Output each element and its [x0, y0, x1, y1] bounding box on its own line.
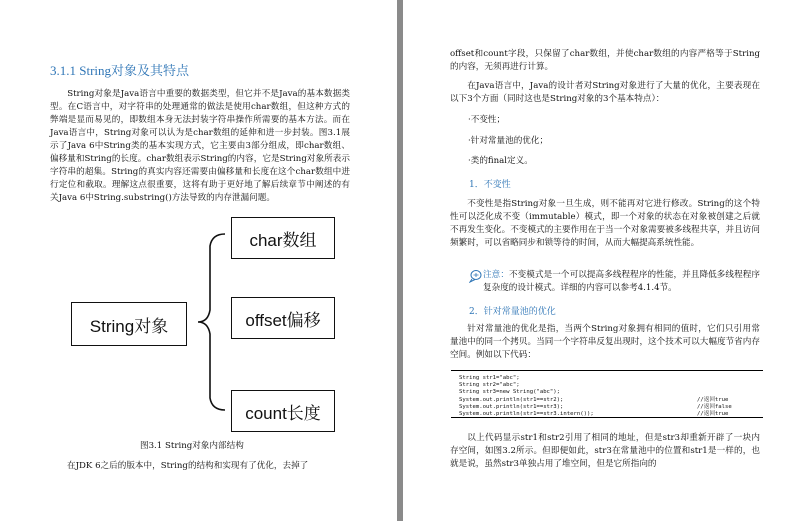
immutability-paragraph: 不变性是指String对象一旦生成，则不能再对它进行修改。String的这个特性可以泛化成不变（immutable）模式，即一个对象的状态在对象被创建之后就不再发生变化。不变模式的主要作用在于当一个对象需要被多线程共享，并且访问频繁时，可以省略同步和锁等待的时间，从而大幅提高系统性能。 — [450, 199, 760, 248]
constant-pool-paragraph: 针对常量池的优化是指，当两个String对象拥有相同的值时，它们只引用常量池中的同一个拷贝。当同一个字符串反复出现时，这个技术可以大幅度节省内存空间。例如以下代码： — [450, 324, 760, 360]
diagram-child-box — [231, 390, 335, 432]
note-paragraph — [483, 269, 760, 295]
note-text: 不变模式是一个可以提高多线程程序的性能，并且降低多线程程序复杂度的设计模式。详细的内容可以参考4.1.4节。 — [483, 270, 760, 293]
code-line: String str1="abc"; — [459, 375, 520, 381]
code-line: String str2="abc"; — [459, 382, 520, 389]
section-title: 3.1.1 String对象及其特点 — [50, 63, 190, 78]
bottom-paragraph: 在JDK 6之后的版本中，String的结构和实现有了优化，去掉了 — [67, 461, 309, 471]
diagram-child-box — [231, 297, 335, 339]
diagram-child-label: offset偏移 — [245, 310, 321, 330]
code-block — [451, 370, 763, 418]
diagram-child-label: count长度 — [245, 403, 321, 423]
continued-paragraph: offset和count字段，只保留了char数组，并使char数组的内容严格等于String的内容，无须再进行计算。 — [450, 49, 760, 72]
code-line: String str3=new String("abc"); — [459, 389, 561, 396]
note-icon — [469, 269, 483, 283]
feature-item: ·类的final定义。 — [468, 156, 533, 166]
diagram-child-box — [231, 217, 335, 259]
diagram-child-label: char数组 — [249, 230, 317, 250]
brace-shape — [198, 234, 225, 410]
optimization-paragraph: 在Java语言中，Java的设计者对String对象进行了大量的优化，主要表现在以下3个方面（同时这也是String对象的3个基本特点）： — [450, 81, 760, 104]
diagram-root-label: String对象 — [89, 316, 169, 336]
feature-item: ·不变性； — [468, 115, 506, 125]
right-page — [403, 0, 804, 521]
note-label: 注意： — [483, 270, 509, 280]
left-page — [0, 0, 397, 521]
diagram-root-box — [71, 302, 187, 346]
subheading-constant-pool: 2．针对常量池的优化 — [469, 307, 556, 317]
subheading-immutability: 1．不变性 — [469, 180, 511, 190]
code-line: System.out.println(str1==str2); //返回true — [459, 396, 729, 403]
feature-item: ·针对常量池的优化； — [468, 136, 549, 146]
code-explanation-paragraph: 以上代码显示str1和str2引用了相同的地址，但是str3却重新开辟了一块内存空间，如图3.2所示。但即便如此，str3在常量池中的位置和str1是一样的，也就是说，虽然str3单独占用了堆空间，但是它所指向的 — [450, 433, 760, 469]
code-line: System.out.println(str1==str3); //返回false — [459, 403, 732, 410]
code-line: System.out.println(str1==str3.intern()); //返回true — [459, 411, 729, 418]
figure-caption: 图3.1 String对象内部结构 — [140, 441, 244, 451]
intro-paragraph: String对象是Java语言中重要的数据类型，但它并不是Java的基本数据类型。在C语言中，对字符串的处理通常的做法是使用char数组，但这种方式的弊端是显而易见的，即数组本身无法封装字符串操作所需要的基本方法。而在Java语言中，String对象可以认为是char数组的延伸和进一步封装。图3.1展示了Java 6中String类的基本实现方式，它主要由3部分组成，即char数组、偏移量和String的长度。char数组表示String的内容，它是String对象所表示字符串的超集。String的真实内容还需要由偏移量和长度在这个char数组中进行定位和截取。理解这点很重要，这将有助于更好地了解后续章节中阐述的有关Java 6中String.substring()方法导致的内存泄漏问题。 — [50, 89, 350, 203]
